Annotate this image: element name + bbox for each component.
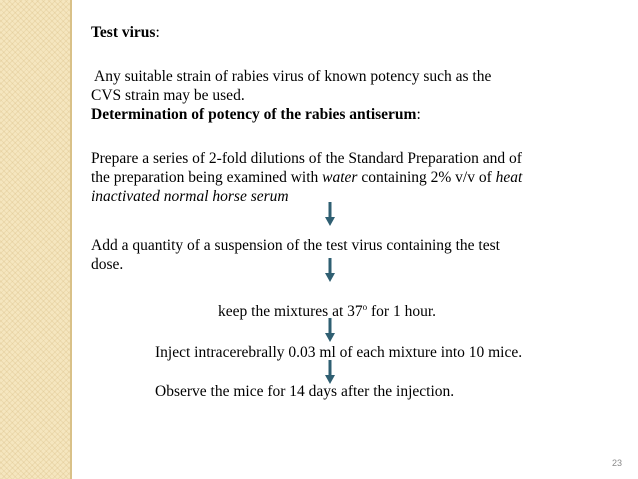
prepare-heat: heat: [495, 169, 523, 186]
potency-heading: Determination of potency of the rabies antiserum: [91, 106, 417, 123]
potency-colon: :: [416, 106, 421, 123]
observe-line: Observe the mice for 14 days after the injection.: [155, 383, 455, 400]
down-arrow-icon: [324, 360, 336, 384]
prepare-line2-b: containing 2% v/v of: [357, 169, 496, 186]
prepare-water: water: [322, 169, 358, 186]
prepare-line3: [91, 187, 289, 206]
page-number: 23: [611, 458, 622, 468]
keep-text-a: keep the mixtures at 37: [218, 303, 363, 321]
test-virus-heading: Test virus: [91, 24, 156, 41]
prepare-line2-a: the preparation being examined with: [91, 169, 323, 186]
keep-degree: o: [362, 302, 368, 312]
add-line2: dose.: [91, 256, 124, 273]
down-arrow-icon: [324, 202, 336, 226]
decorative-side-line: [70, 0, 72, 479]
prepare-line2: [91, 168, 522, 187]
test-virus-text-line2: CVS strain may be used.: [91, 87, 245, 104]
prepare-line1: Prepare a series of 2-fold dilutions of the Standard Preparation and of: [91, 150, 522, 167]
test-virus-heading-line: [91, 23, 160, 42]
add-line1: Add a quantity of a suspension of the test virus containing the test: [91, 237, 500, 254]
inject-line: Inject intracerebrally 0.03 ml of each mixture into 10 mice.: [155, 344, 523, 361]
down-arrow-icon: [324, 258, 336, 282]
down-arrow-icon: [324, 318, 336, 342]
decorative-side-strip: [0, 0, 70, 479]
keep-text-b: for 1 hour.: [367, 303, 437, 321]
test-virus-text-line1: Any suitable strain of rabies virus of known potency such as the: [91, 68, 492, 85]
prepare-inactivated: inactivated normal horse serum: [91, 188, 289, 205]
test-virus-colon: :: [155, 24, 160, 41]
potency-heading-line: [91, 105, 421, 124]
